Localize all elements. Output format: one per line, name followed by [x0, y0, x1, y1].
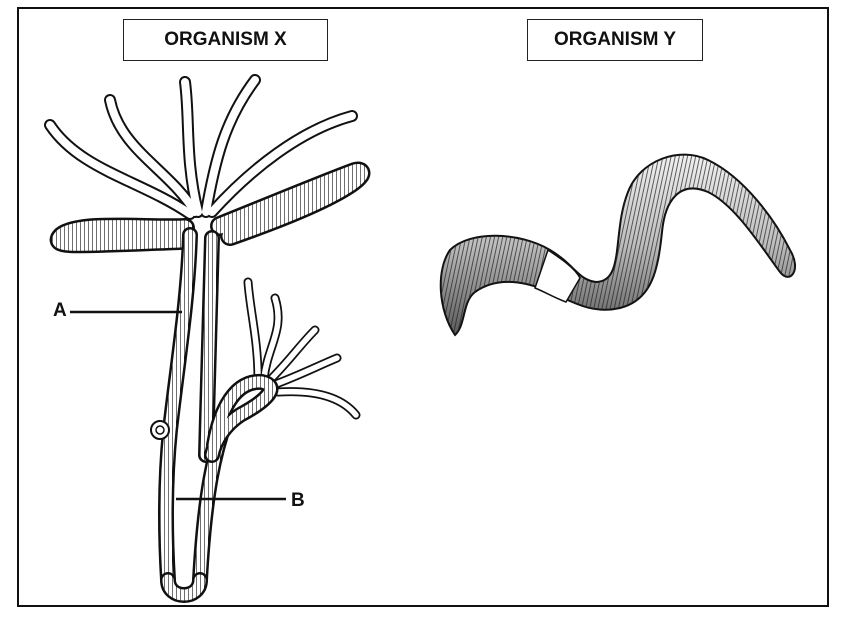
organism-y-title: ORGANISM Y: [527, 19, 703, 61]
earthworm-illustration: [441, 155, 795, 335]
hydra-bud: [151, 421, 169, 439]
label-a: A: [53, 300, 67, 321]
organism-x-title: ORGANISM X: [123, 19, 328, 61]
hydra-body-wall: [60, 172, 361, 595]
label-b: B: [291, 490, 305, 511]
hydra-illustration: [50, 80, 360, 595]
